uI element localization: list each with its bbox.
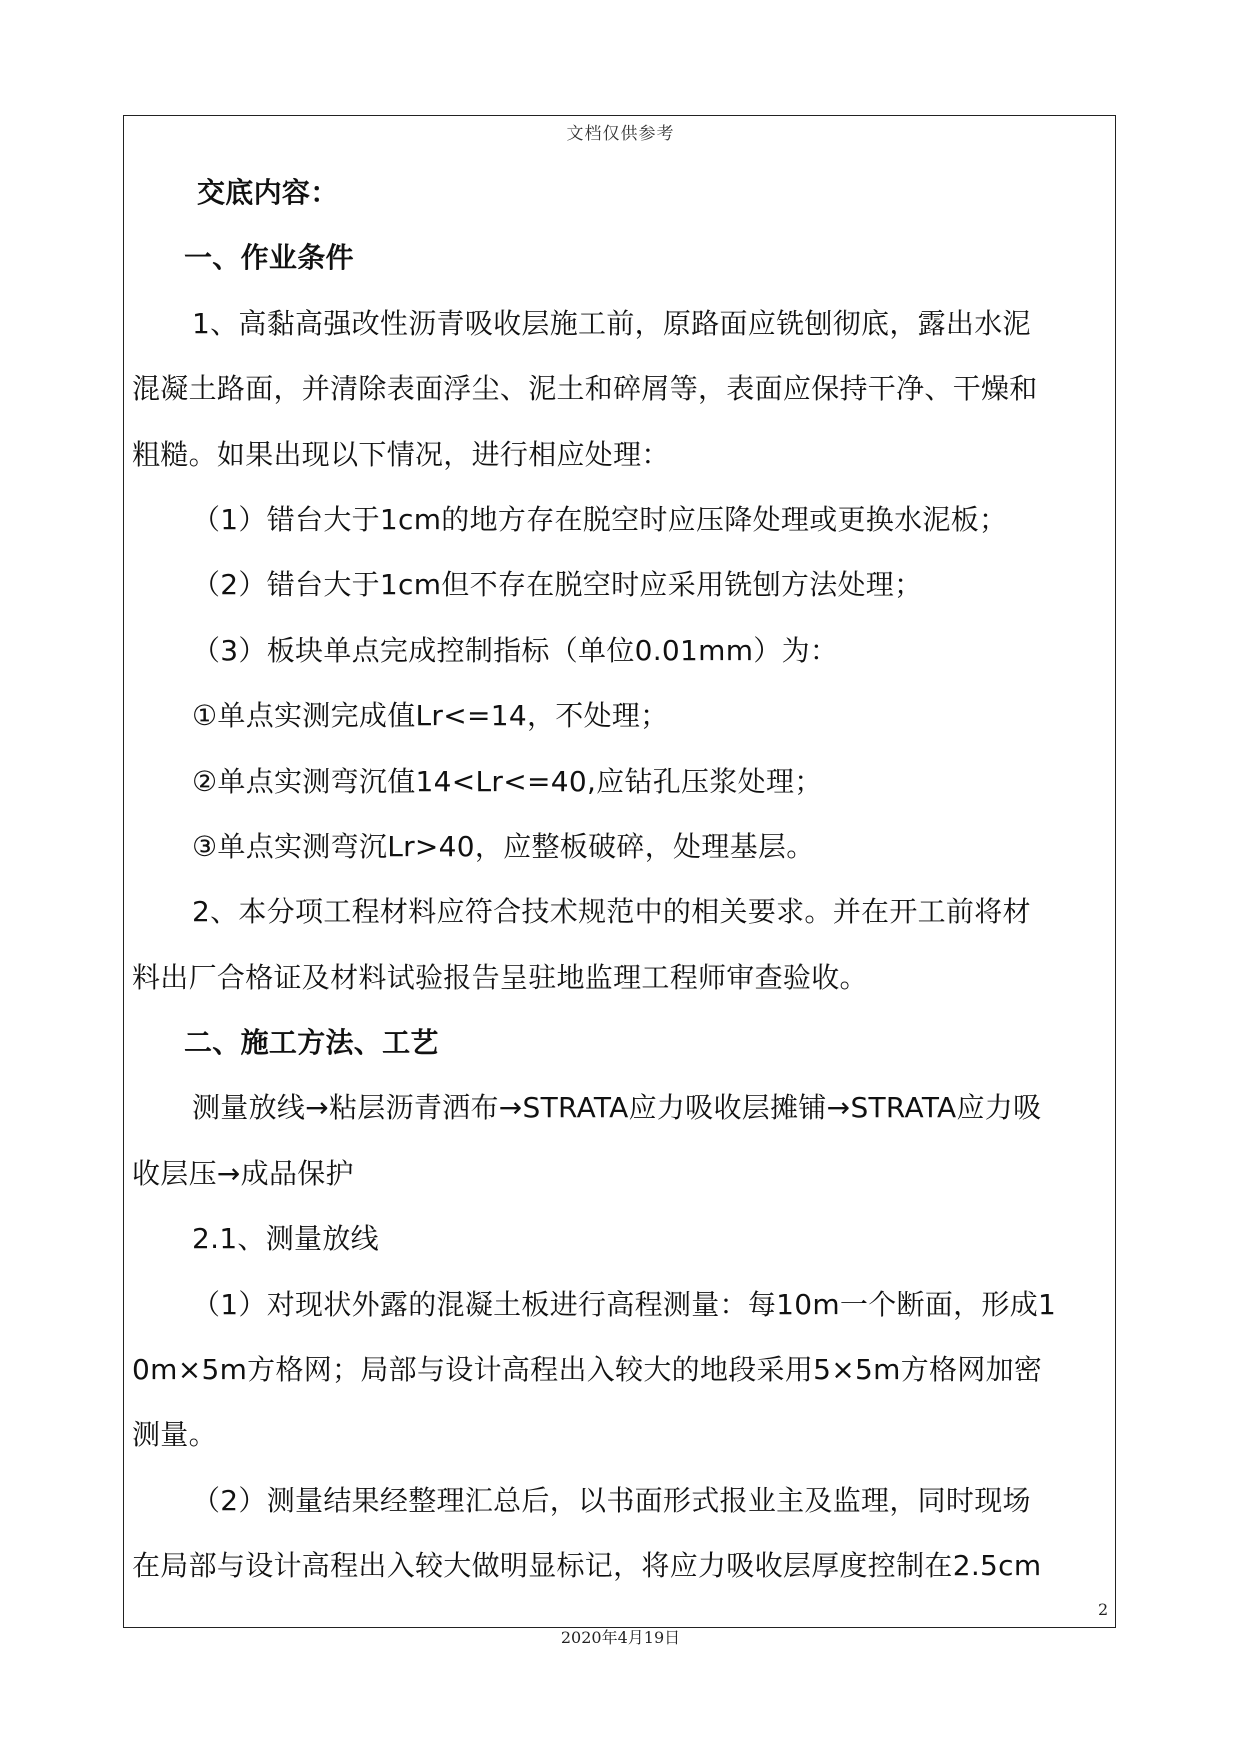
list-item: （2）错台大于1cm但不存在脱空时应采用铣刨方法处理； [192,568,923,602]
page-number: 2 [1098,1600,1109,1619]
paragraph-line: 0m×5m方格网；局部与设计高程出入较大的地段采用5×5m方格网加密 [132,1353,1043,1387]
list-item: （3）板块单点完成控制指标（单位0.01mm）为： [192,633,839,667]
section-label-disclosure: 交底内容： [197,176,339,209]
subheading-survey: 2.1、测量放线 [192,1222,379,1256]
heading-work-conditions: 一、作业条件 [184,241,354,275]
header-note: 文档仅供参考 [566,124,675,144]
paragraph-line: 粗糙。如果出现以下情况，进行相应处理： [132,437,670,471]
list-item: ③单点实测弯沉Lr>40，应整板破碎，处理基层。 [192,829,815,863]
paragraph-line: 2、本分项工程材料应符合技术规范中的相关要求。并在开工前将材 [192,895,1031,929]
paragraph-line: 收层压→成品保护 [132,1156,354,1190]
footer-date: 2020年4月19日 [560,1628,681,1647]
paragraph-line: 测量放线→粘层沥青洒布→STRATA应力吸收层摊铺→STRATA应力吸 [192,1091,1042,1125]
heading-construction-method: 二、施工方法、工艺 [184,1026,439,1060]
list-item: （2）测量结果经整理汇总后，以书面形式报业主及监理，同时现场 [192,1483,1031,1517]
list-item: ①单点实测完成值Lr<=14，不处理； [192,699,669,733]
paragraph-line: 1、高黏高强改性沥青吸收层施工前，原路面应铣刨彻底，露出水泥 [192,306,1031,340]
paragraph-line: 测量。 [132,1418,217,1452]
paragraph-line: 在局部与设计高程出入较大做明显标记，将应力吸收层厚度控制在2.5cm [132,1549,1042,1583]
list-item: （1）错台大于1cm的地方存在脱空时应压降处理或更换水泥板； [192,502,1008,536]
list-item: （1）对现状外露的混凝土板进行高程测量：每10m一个断面，形成1 [192,1287,1057,1321]
document-body [132,160,1110,1599]
paragraph-line: 混凝土路面，并清除表面浮尘、泥土和碎屑等，表面应保持干净、干燥和 [132,372,1038,406]
paragraph-line: 料出厂合格证及材料试验报告呈驻地监理工程师审查验收。 [132,960,868,994]
list-item: ②单点实测弯沉值14<Lr<=40,应钻孔压浆处理； [192,764,823,798]
